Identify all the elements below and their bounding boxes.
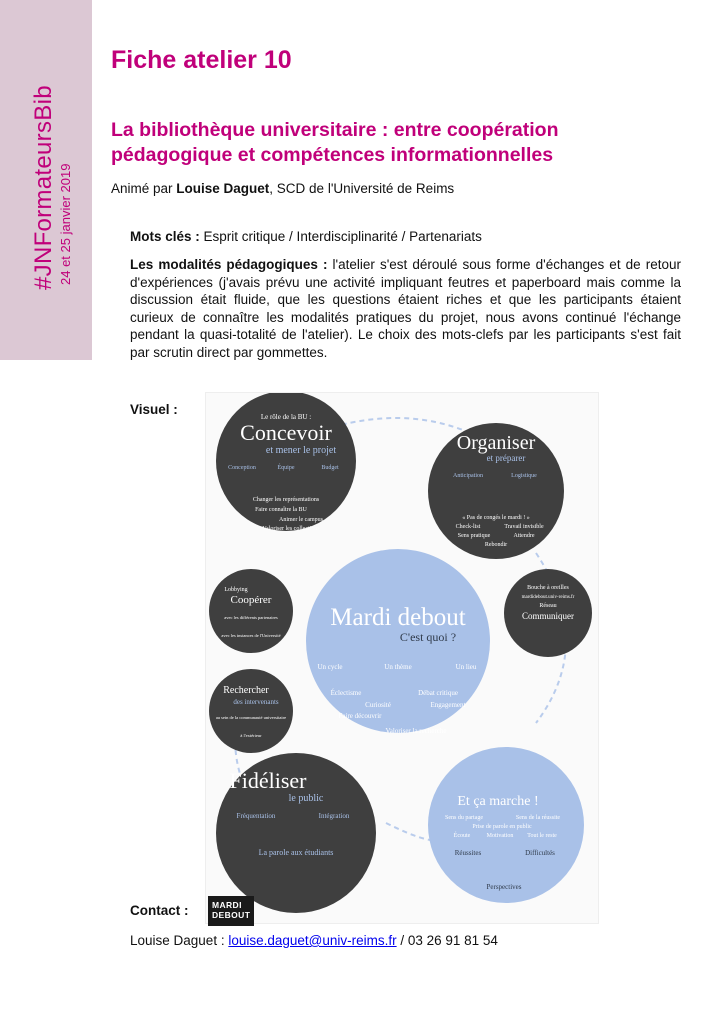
cooperer-title: Coopérer [230, 594, 272, 606]
fideliser-col-1: Fréquentation [236, 812, 276, 820]
mardi-sub: C'est quoi ? [399, 630, 457, 644]
mardi-debout-poster [205, 392, 599, 924]
animator-prefix: Animé par [111, 181, 177, 196]
marche-line-6: Tout le reste [527, 833, 557, 839]
mardi-title: Mardi debout [330, 604, 466, 631]
page-title: Fiche atelier 10 [111, 46, 292, 74]
marche-title: Et ça marche ! [457, 794, 539, 809]
mardi-debout-logo: MARDI DEBOUT [208, 896, 254, 926]
mardi-col-3: Un lieu [455, 663, 477, 671]
contact-line [130, 933, 498, 948]
cooperer-line-1: avec les différents partenaires [224, 615, 278, 620]
modalites-label: Les modalités pédagogiques : [130, 257, 328, 272]
rechercher-circle [209, 669, 293, 753]
marche-foot: Perspectives [486, 883, 522, 891]
organiser-col-1: Anticipation [453, 473, 483, 479]
animator-name: Louise Daguet [176, 181, 270, 196]
mardi-word-6: Valoriser la recherche [385, 727, 447, 735]
rechercher-line-1: au sein de la communauté universitaire [215, 715, 287, 720]
organiser-line-6: Rebondir [484, 542, 508, 548]
event-date: 24 et 25 janvier 2019 [58, 163, 73, 285]
animator-affiliation: , SCD de l'Université de Reims [269, 181, 455, 196]
organiser-line-1: « Pas de congés le mardi ! » [462, 515, 530, 521]
communiquer-line-2: mardidebout.univ-reims.fr [521, 595, 575, 600]
organiser-line-5: Attendre [513, 533, 535, 539]
contact-email-link[interactable]: louise.daguet@univ-reims.fr [228, 933, 397, 948]
organiser-line-2: Check-list [455, 524, 481, 530]
marche-col-1: Réussites [454, 849, 482, 857]
contact-phone: / 03 26 91 81 54 [396, 933, 498, 948]
cooperer-small: Lobbying [224, 587, 248, 593]
animator-line [111, 181, 454, 196]
marche-line-2: Sens de la réussite [515, 815, 561, 821]
marche-col-2: Difficultés [525, 849, 555, 857]
visuel-label: Visuel : [130, 402, 178, 417]
rechercher-line-2: à l'extérieur [240, 733, 262, 738]
marche-line-3: Prise de parole en public [472, 824, 532, 830]
concevoir-line-1: Changer les représentations [252, 497, 320, 503]
rechercher-title: Rechercher [223, 685, 269, 696]
rechercher-sub: des intervenants [233, 698, 279, 706]
workshop-subtitle: La bibliothèque universitaire : entre coopération pédagogique et compétences informationnelles [111, 119, 559, 166]
organiser-title: Organiser [456, 432, 536, 454]
concevoir-sub: et mener le projet [265, 445, 337, 456]
fideliser-title: Fidéliser [229, 768, 307, 793]
mardi-word-3: Débat critique [418, 689, 458, 697]
mardi-col-1: Un cycle [317, 663, 343, 671]
concevoir-col-1: Conception [228, 465, 256, 471]
contact-name: Louise Daguet : [130, 933, 229, 948]
mardi-word-2: Curiosité [365, 701, 391, 709]
organiser-line-4: Sens pratique [457, 533, 491, 539]
fideliser-line-1: La parole aux étudiants [258, 848, 334, 857]
fideliser-sub: le public [288, 793, 324, 804]
mardi-col-2: Un thème [384, 663, 412, 671]
concevoir-kicker: Le rôle de la BU : [260, 413, 312, 421]
marche-line-4: Écoute [453, 833, 471, 839]
mardi-word-5: Faire découvrir [338, 712, 382, 720]
communiquer-title: Communiquer [522, 611, 574, 621]
organiser-line-3: Travail invisible [504, 524, 544, 530]
keywords-line [130, 229, 482, 244]
concevoir-title: Concevoir [240, 420, 332, 445]
communiquer-line-3: Réseau [539, 603, 557, 609]
concevoir-line-2: Faire connaître la BU [255, 507, 307, 513]
organiser-sub: et préparer [486, 453, 526, 463]
communiquer-line-1: Bouche à oreilles [527, 585, 569, 591]
marche-line-1: Sens du partage [445, 815, 483, 821]
concevoir-line-4: Valoriser les collections [262, 526, 320, 532]
cooperer-circle [209, 569, 293, 653]
concevoir-col-3: Budget [321, 465, 339, 471]
concevoir-col-2: Équipe [277, 465, 295, 471]
modalites-paragraph [130, 256, 681, 361]
keywords-label: Mots clés : [130, 229, 200, 244]
cooperer-line-2: avec les instances de l'Université [221, 633, 281, 638]
concevoir-line-3: Animer le campus [279, 517, 323, 523]
fideliser-col-2: Intégration [318, 812, 350, 820]
modalites-text: l'atelier s'est déroulé sous forme d'échanges et de retour d'expériences (j'avais prévu une activité impliquant feutres et paperboard mais comme la discussion était fluide, que les questions étaient riches et que les participants étaient curieux de connaître les modalités pratiques du projet, nous avons continué l'échange pendant la quasi-totalité de l'atelier). Le choix des mots-clefs par les participants s'est fait par scrutin direct par gommettes. [130, 257, 681, 360]
marche-line-5: Motivation [486, 833, 514, 839]
poster-svg [206, 393, 598, 923]
contact-label: Contact : [130, 903, 189, 918]
hashtag-label: #JNFormateursBib [30, 85, 57, 290]
mardi-word-4: Engagement [430, 701, 466, 709]
mardi-word-1: Éclectisme [330, 689, 362, 697]
organiser-col-2: Logistique [511, 473, 537, 479]
keywords-value: Esprit critique / Interdisciplinarité / Partenariats [199, 229, 482, 244]
